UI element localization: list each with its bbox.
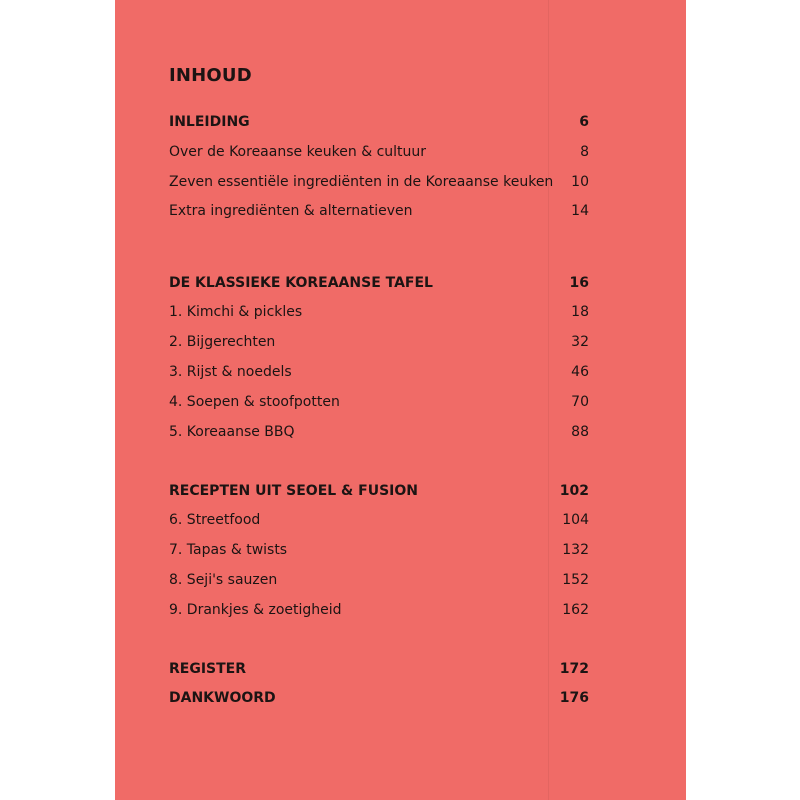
toc-entry-page-number: 176 (559, 690, 589, 706)
toc-entry-label: INLEIDING (169, 114, 250, 130)
toc-entry-label: 6. Streetfood (169, 512, 261, 528)
toc-entry (169, 539, 589, 561)
toc-entry-label: REGISTER (169, 661, 247, 677)
toc-entry-section (169, 272, 589, 294)
toc-entry-page-number: 132 (562, 542, 589, 558)
toc-entry (169, 391, 589, 413)
toc-entry-label: RECEPTEN UIT SEOEL & FUSION (169, 483, 418, 499)
toc-entry-label: Zeven essentiële ingrediënten in de Koreaanse keuken (169, 174, 554, 190)
toc-entry-label: 8. Seji's sauzen (169, 572, 278, 588)
toc-entry-page-number: 10 (571, 174, 589, 190)
toc-entry-page-number: 88 (571, 424, 589, 440)
toc-entry-page-number: 18 (571, 304, 589, 320)
toc-title: INHOUD (169, 65, 252, 86)
toc-entry-label: 3. Rijst & noedels (169, 364, 292, 380)
toc-entry (169, 200, 589, 222)
toc-entry-page-number: 6 (579, 114, 589, 130)
toc-entry-label: DE KLASSIEKE KOREAANSE TAFEL (169, 275, 433, 291)
toc-entry-section (169, 658, 589, 680)
toc-entry-label: 2. Bijgerechten (169, 334, 276, 350)
toc-entry-label: Over de Koreaanse keuken & cultuur (169, 144, 427, 160)
toc-entry (169, 301, 589, 323)
toc-entry-page-number: 162 (562, 602, 589, 618)
toc-entry (169, 509, 589, 531)
toc-entry-page-number: 172 (559, 661, 589, 677)
toc-entry-section (169, 480, 589, 502)
toc-entry (169, 361, 589, 383)
toc-entry-page-number: 16 (569, 275, 589, 291)
toc-entry (169, 569, 589, 591)
toc-entry (169, 171, 589, 193)
toc-entry-page-number: 70 (571, 394, 589, 410)
toc-entry-page-number: 152 (562, 572, 589, 588)
toc-entry-label: 4. Soepen & stoofpotten (169, 394, 340, 410)
toc-entry-label: 1. Kimchi & pickles (169, 304, 303, 320)
toc-entry-label: 7. Tapas & twists (169, 542, 288, 558)
toc-entry-label: DANKWOORD (169, 690, 276, 706)
toc-entry-label: 5. Koreaanse BBQ (169, 424, 295, 440)
toc-entry (169, 599, 589, 621)
toc-entry (169, 331, 589, 353)
toc-entry-page-number: 104 (562, 512, 589, 528)
toc-entry-page-number: 32 (571, 334, 589, 350)
toc-entry-section (169, 687, 589, 709)
toc-entry-page-number: 14 (571, 203, 589, 219)
toc-entry-page-number: 102 (559, 483, 589, 499)
toc-entry-label: Extra ingrediënten & alternatieven (169, 203, 413, 219)
toc-entry-label: 9. Drankjes & zoetigheid (169, 602, 342, 618)
toc-entry-section (169, 111, 589, 133)
book-page (115, 0, 686, 800)
toc-entry (169, 421, 589, 443)
toc-entry-page-number: 46 (571, 364, 589, 380)
toc-entry (169, 141, 589, 163)
toc-entry-page-number: 8 (580, 144, 589, 160)
